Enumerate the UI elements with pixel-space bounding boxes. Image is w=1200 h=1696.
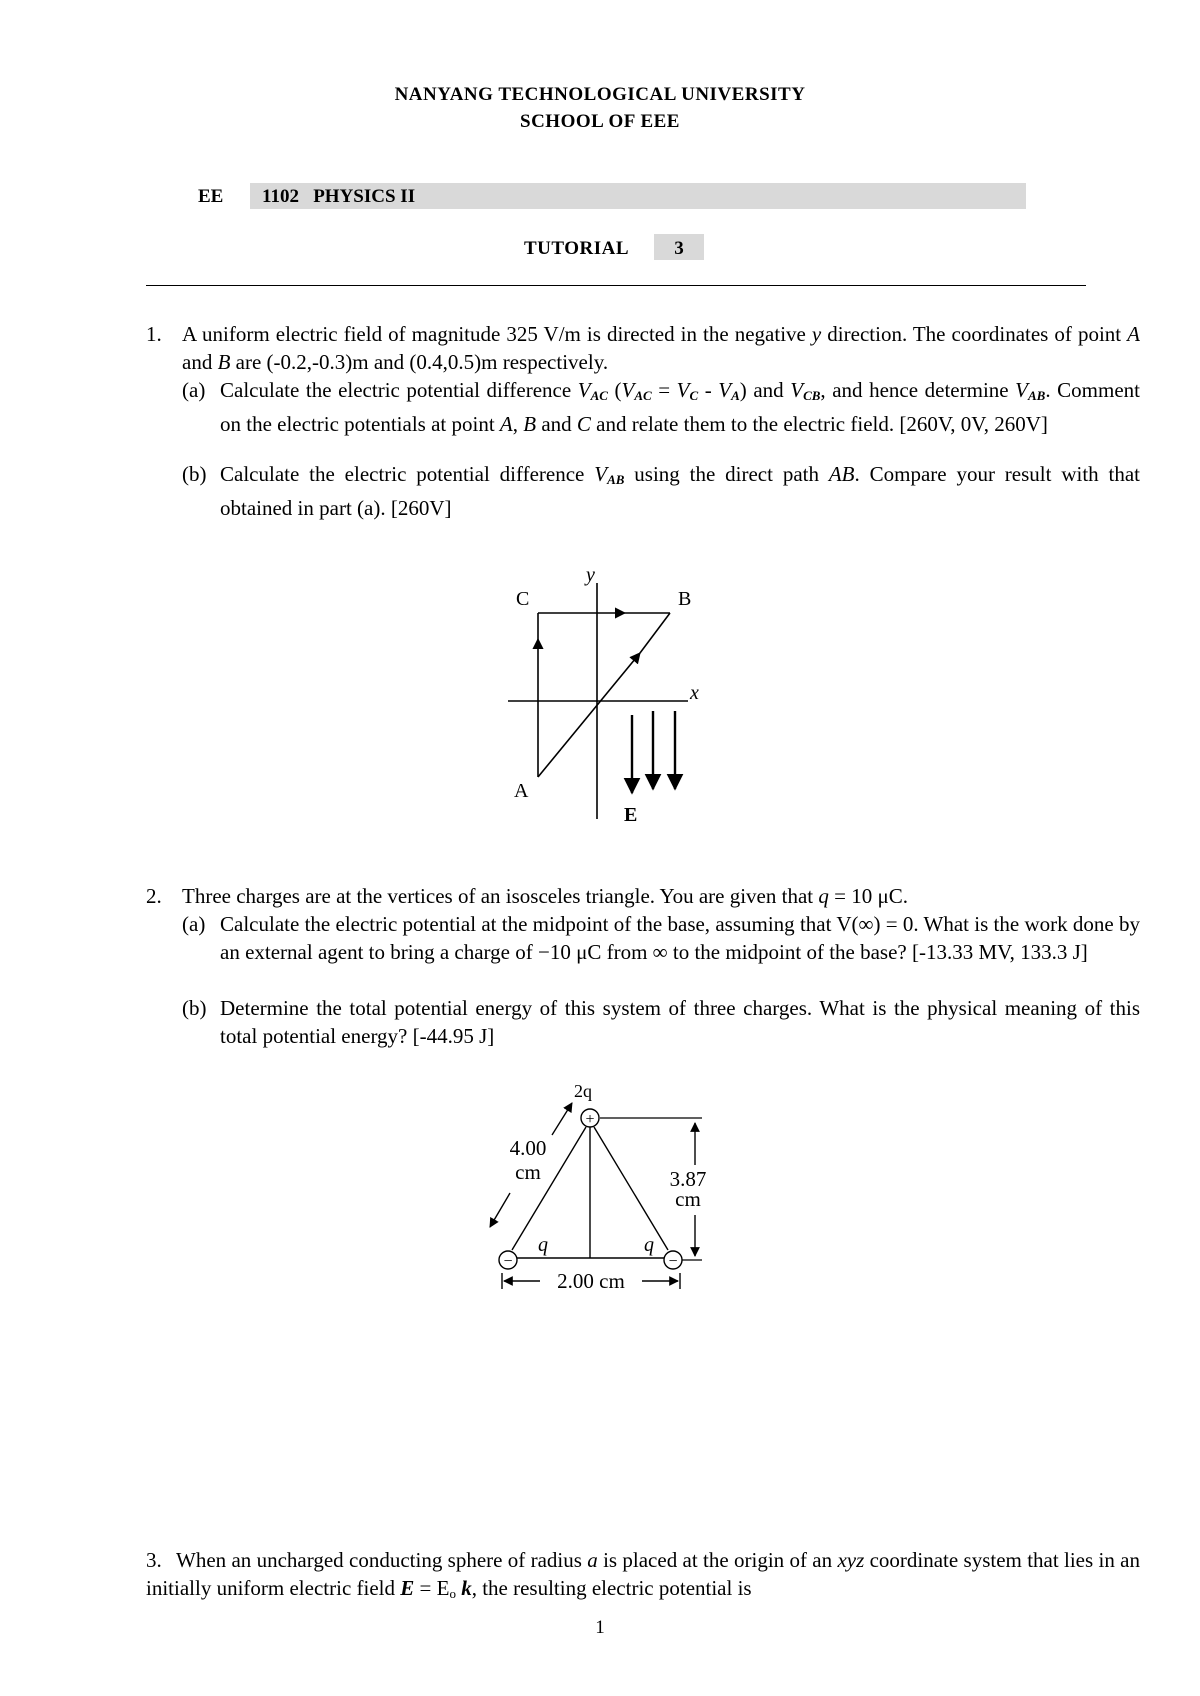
q2-intro: Three charges are at the vertices of an isosceles triangle. You are given that q = 10 μC.	[182, 884, 908, 908]
height-value: 3.87	[669, 1167, 707, 1191]
minus-sign-left: −	[503, 1253, 513, 1270]
course-code: EE	[198, 186, 224, 207]
page-number: 1	[595, 1617, 605, 1638]
label-y: y	[586, 564, 595, 586]
base-length-label: 2.00 cm	[557, 1269, 625, 1293]
top-charge-label: 2q	[574, 1081, 592, 1101]
q2-triangle-diagram	[470, 1075, 730, 1300]
q3-number: 3.	[146, 1548, 162, 1572]
school-name: SCHOOL OF EEE	[520, 111, 680, 132]
path-a-to-b	[538, 653, 640, 777]
course-name: 1102 PHYSICS II	[262, 186, 416, 207]
q1-field-diagram	[490, 555, 730, 835]
side-length-value: 4.00	[509, 1136, 547, 1160]
label-b: B	[678, 588, 692, 610]
header-divider	[146, 285, 1086, 286]
side-arrow-down	[490, 1193, 510, 1227]
tutorial-number: 3	[674, 238, 684, 259]
right-charge-label: q	[644, 1234, 654, 1256]
q1-number: 1.	[146, 322, 162, 346]
plus-sign: +	[585, 1111, 595, 1128]
side-length-unit: cm	[515, 1160, 541, 1184]
label-x: x	[690, 682, 699, 704]
q2-number: 2.	[146, 884, 162, 908]
q2-part-a: (a) Calculate the electric potential at the midpoint of the base, assuming that V(∞) = 0. What is the work done by an external agent to bring a charge of −10 μC from ∞ to the midpoint of the base? [-13.33 MV, 133.3 J]	[182, 912, 1140, 964]
label-a: A	[514, 780, 529, 802]
q2-part-b: (b) Determine the total potential energy of this system of three charges. What is the physical meaning of this total potential energy? [-44.95 J]	[182, 996, 1140, 1048]
label-c: C	[516, 588, 530, 610]
q1-intro: A uniform electric field of magnitude 325 V/m is directed in the negative y direction. The coordinates of point A and B are (-0.2,-0.3)m and (0.4,0.5)m respectively.	[182, 322, 1140, 374]
tutorial-label: TUTORIAL	[524, 238, 630, 259]
right-side	[594, 1127, 668, 1250]
q1-part-a: (a) Calculate the electric potential difference $V_{AC}$ $(V_{AC} = V_C - V_A)$ and $V_{CB}$, and hence determine $V_{AB}$. Comment on the electric potentials at point A, B and C and relate them to the electric field. [260V, 0V, 260V]	[182, 378, 1140, 436]
university-name: NANYANG TECHNOLOGICAL UNIVERSITY	[394, 84, 806, 105]
minus-sign-right: −	[668, 1253, 678, 1270]
q3-text: When an uncharged conducting sphere of radius a is placed at the origin of an xyz coordinate system that lies in an initially uniform electric field $E = E_o$ k, the resulting electric potential is	[146, 1548, 1140, 1601]
label-e: E	[624, 804, 638, 826]
q1-part-b: (b) Calculate the electric potential difference $V_{AB}$ using the direct path AB. Compare your result with that obtained in part (a). [260V]	[182, 462, 1141, 520]
left-charge-label: q	[538, 1234, 548, 1256]
side-arrow-up	[552, 1103, 572, 1135]
height-unit: cm	[675, 1187, 701, 1211]
